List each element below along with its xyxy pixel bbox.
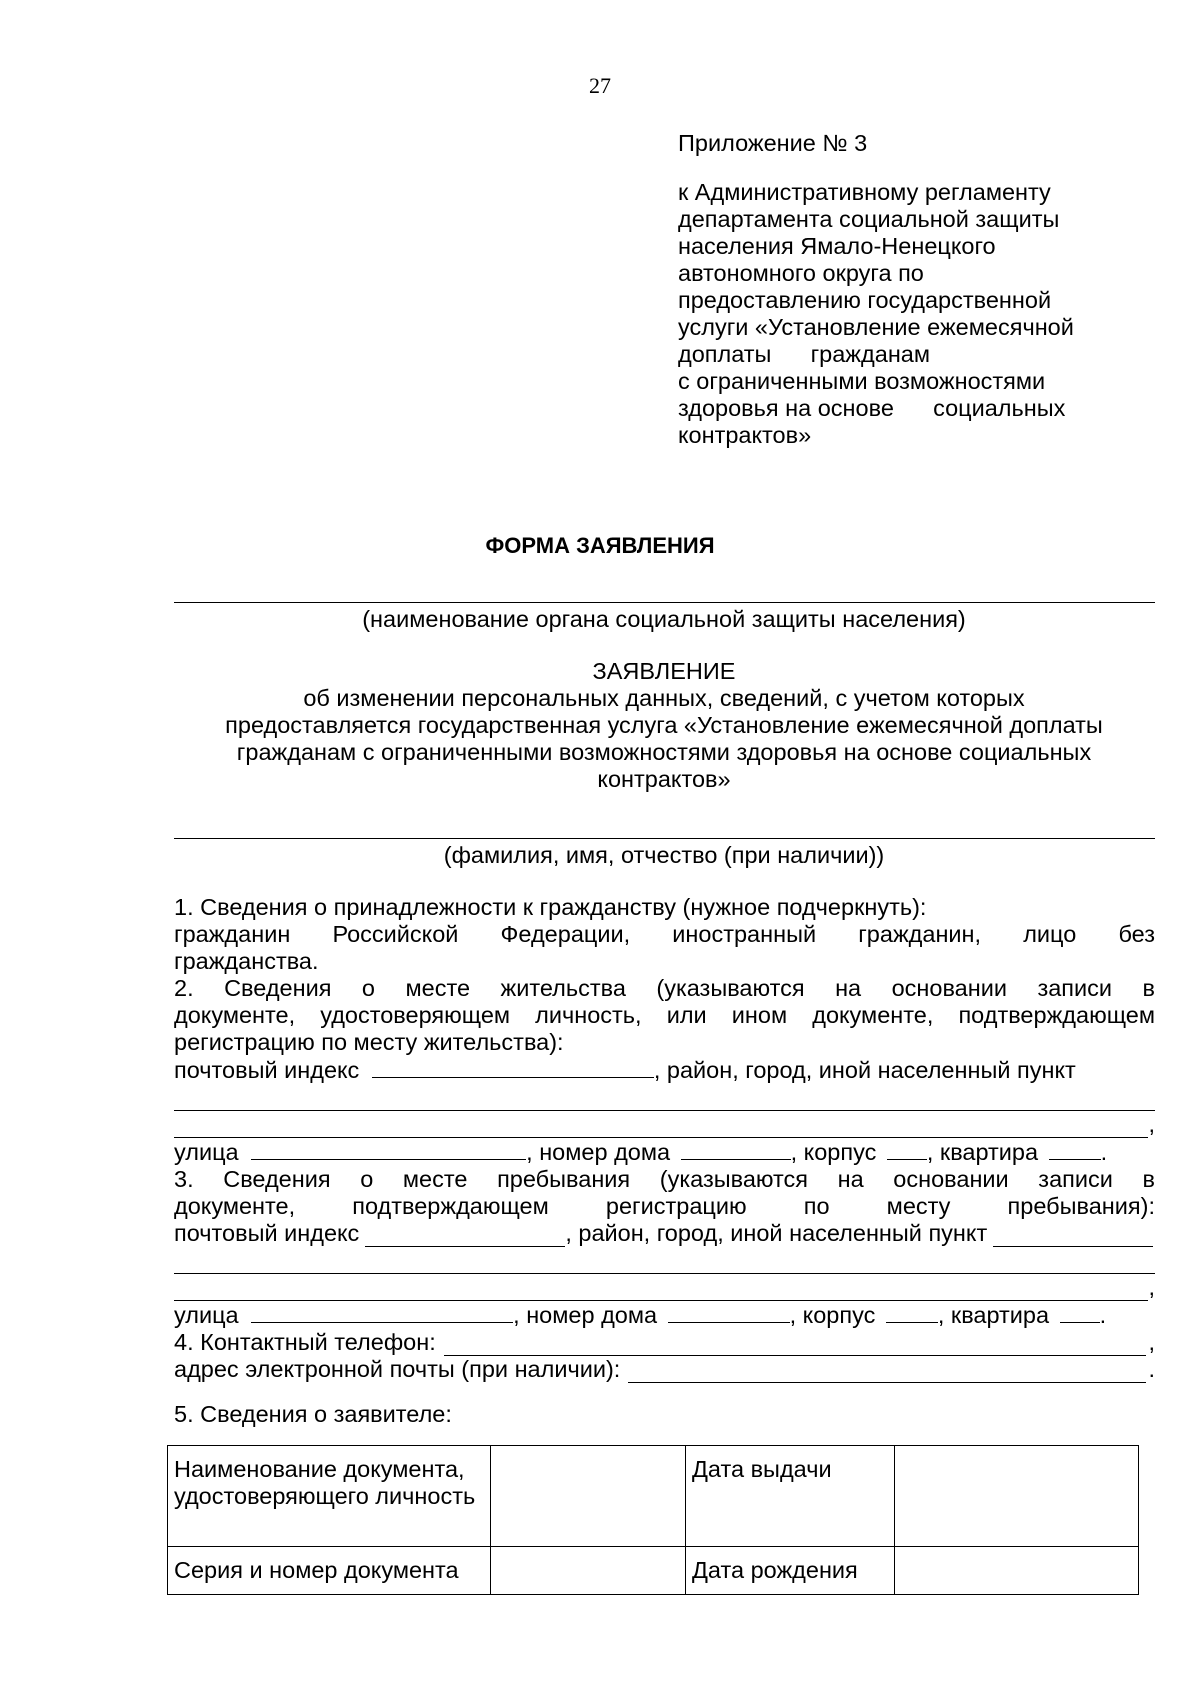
organ-name-line[interactable] (174, 602, 1155, 603)
residence-postal-field[interactable] (372, 1056, 654, 1078)
email-field[interactable] (628, 1360, 1146, 1383)
document-name-cell[interactable] (491, 1446, 686, 1547)
section-3-line: документе, подтверждающем регистрацию по месту пребывания): (174, 1193, 1155, 1219)
building-label: , корпус (790, 1139, 877, 1165)
residence-building-field[interactable] (887, 1138, 927, 1160)
statement-line: об изменении персональных данных, сведений, с учетом которых (303, 685, 1025, 711)
email-row (174, 1356, 1155, 1383)
issue-date-cell[interactable] (895, 1446, 1139, 1547)
appendix-line: населения Ямало-Ненецкого (678, 233, 996, 259)
street-label: улица (174, 1302, 239, 1328)
postal-index-label: почтовый индекс (174, 1220, 360, 1246)
stay-house-field[interactable] (668, 1301, 790, 1323)
appendix-block (678, 130, 1148, 449)
appendix-line: предоставлению государственной (678, 287, 1052, 313)
section-2-line: регистрацию по месту жительства): (174, 1029, 564, 1055)
appendix-line: здоровья на основе социальных (678, 395, 1066, 421)
appendix-title: Приложение № 3 (678, 130, 868, 156)
table-row (168, 1547, 1139, 1595)
appendix-line: контрактов» (678, 422, 812, 448)
house-label: , номер дома (513, 1302, 658, 1328)
table-cell-label: Дата рождения (686, 1547, 895, 1595)
comma: , (1148, 1274, 1155, 1300)
residence-apartment-field[interactable] (1049, 1138, 1101, 1160)
citizenship-options[interactable]: гражданин Российской Федерации, иностранный гражданин, лицо без (174, 921, 1155, 947)
stay-locality-field-2[interactable] (174, 1247, 1155, 1274)
table-cell-label: Серия и номер документа (168, 1547, 491, 1595)
name-caption: (фамилия, имя, отчество (при наличии)) (443, 842, 885, 868)
appendix-line: доплаты гражданам (678, 341, 931, 367)
section-1-title: 1. Сведения о принадлежности к гражданству (нужное подчеркнуть): (174, 894, 927, 920)
section-5-title: 5. Сведения о заявителе: (174, 1401, 452, 1427)
stay-street-field[interactable] (251, 1301, 513, 1323)
phone-row (174, 1329, 1155, 1356)
stay-locality-field-3[interactable] (174, 1274, 1155, 1301)
period: . (1099, 1302, 1107, 1328)
statement-line: контрактов» (597, 766, 731, 792)
statement-title: ЗАЯВЛЕНИЕ (592, 658, 736, 684)
section-2-line: 2. Сведения о месте жительства (указываются на основании записи в (174, 975, 1155, 1001)
period: . (1148, 1356, 1155, 1382)
appendix-line: с ограниченными возможностями (678, 368, 1046, 394)
birth-date-cell[interactable] (895, 1547, 1139, 1595)
locality-label: , район, город, иной населенный пункт (565, 1220, 988, 1246)
period: . (1100, 1139, 1108, 1165)
appendix-line: автономного округа по (678, 260, 924, 286)
document-number-cell[interactable] (491, 1547, 686, 1595)
form-title: ФОРМА ЗАЯВЛЕНИЯ (485, 533, 715, 558)
apartment-label: , квартира (937, 1302, 1050, 1328)
table-cell-label: Наименование документа, удостоверяющего личность (168, 1446, 491, 1547)
appendix-line: к Административному регламенту (678, 179, 1051, 205)
organ-caption: (наименование органа социальной защиты населения) (362, 606, 966, 632)
statement-block (174, 658, 1154, 793)
stay-building-field[interactable] (886, 1301, 938, 1323)
section-3-line: 3. Сведения о месте пребывания (указываются на основании записи в (174, 1166, 1155, 1192)
residence-locality-field[interactable] (174, 1084, 1155, 1111)
residence-street-row (174, 1138, 1155, 1166)
stay-apartment-field[interactable] (1060, 1301, 1100, 1323)
building-label: , корпус (789, 1302, 876, 1328)
stay-postal-field[interactable] (365, 1225, 565, 1247)
residence-postal-row (174, 1056, 1155, 1084)
residence-locality-field-2[interactable] (174, 1111, 1155, 1138)
house-label: , номер дома (526, 1139, 671, 1165)
page-number: 27 (589, 73, 611, 98)
phone-field[interactable] (444, 1333, 1147, 1356)
residence-street-field[interactable] (251, 1138, 526, 1160)
appendix-line: департамента социальной защиты (678, 206, 1060, 232)
section-2-line: документе, удостоверяющем личность, или ином документе, подтверждающем (174, 1002, 1155, 1028)
appendix-line: услуги «Установление ежемесячной (678, 314, 1074, 340)
comma: , (1148, 1329, 1155, 1355)
statement-line: предоставляется государственная услуга «Установление ежемесячной доплаты (225, 712, 1103, 738)
appendix-text (678, 179, 1148, 449)
stay-postal-row (174, 1220, 1155, 1247)
phone-label: 4. Контактный телефон: (174, 1329, 436, 1355)
citizenship-options-end: гражданства. (174, 948, 319, 974)
table-row (168, 1446, 1139, 1547)
locality-label: , район, город, иной населенный пункт (653, 1057, 1076, 1083)
applicant-info-table (167, 1445, 1139, 1595)
email-label: адрес электронной почты (при наличии): (174, 1356, 621, 1382)
form-body (174, 894, 1155, 1428)
applicant-name-line[interactable] (174, 838, 1155, 839)
stay-locality-field[interactable] (993, 1224, 1153, 1247)
comma: , (1148, 1111, 1155, 1137)
residence-house-field[interactable] (681, 1138, 791, 1160)
postal-index-label: почтовый индекс (174, 1057, 360, 1083)
stay-street-row (174, 1301, 1155, 1329)
street-label: улица (174, 1139, 239, 1165)
apartment-label: , квартира (926, 1139, 1039, 1165)
table-cell-label: Дата выдачи (686, 1446, 895, 1547)
statement-line: гражданам с ограниченными возможностями здоровья на основе социальных (236, 739, 1092, 765)
